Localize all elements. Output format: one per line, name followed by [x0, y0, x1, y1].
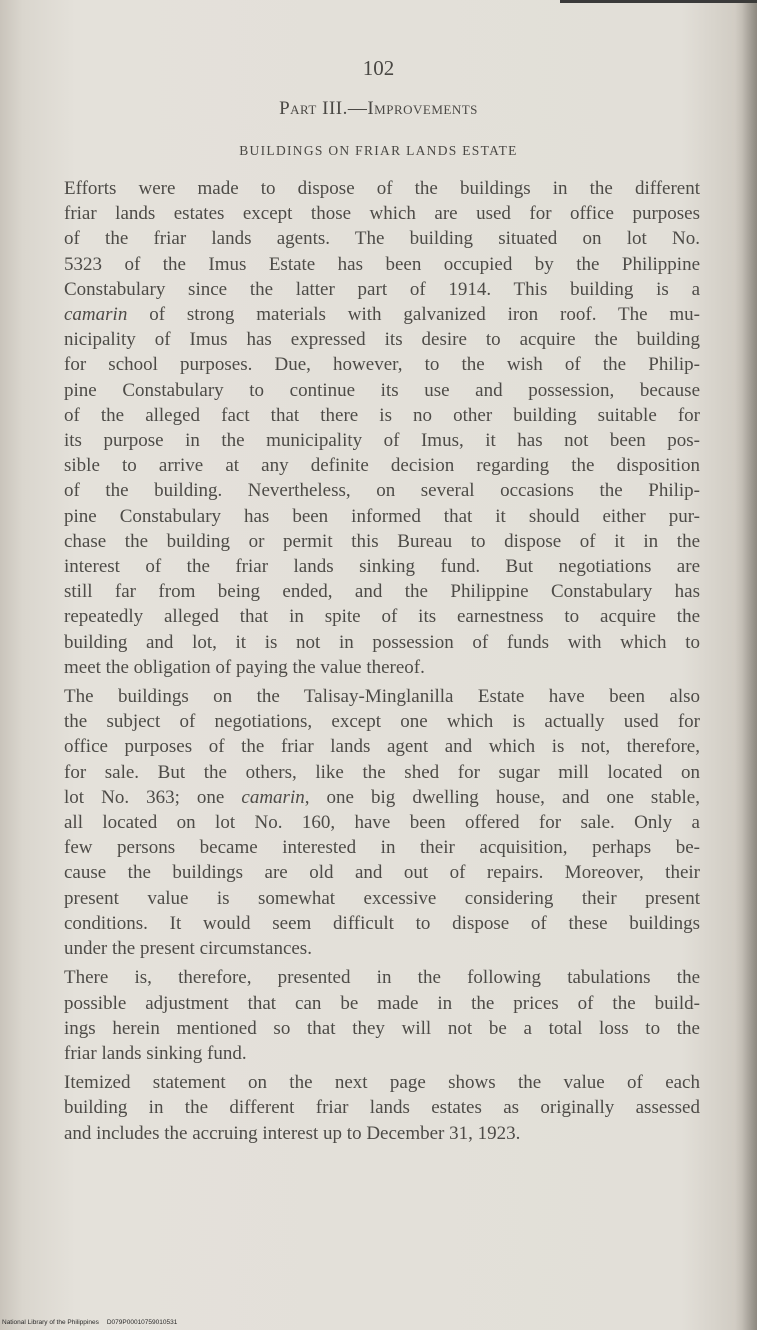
text-line: Constabulary since the latter part of 1914. This building is a — [64, 278, 700, 300]
text-line: nicipality of Imus has expressed its desire to acquire the building — [64, 329, 700, 351]
text-line: its purpose in the municipality of Imus, it has not been pos- — [64, 430, 700, 452]
top-rule — [560, 0, 757, 3]
text-line: under the present circumstances. — [64, 938, 312, 960]
text-line: interest of the friar lands sinking fund. But negotiations are — [64, 556, 700, 578]
text-line: Efforts were made to dispose of the buildings in the different — [64, 178, 700, 199]
section-heading: BUILDINGS ON FRIAR LANDS ESTATE — [239, 143, 518, 158]
text-line: pine Constabulary to continue its use and possession, because — [64, 379, 700, 401]
paragraph — [64, 965, 700, 1066]
text-line: repeatedly alleged that in spite of its earnestness to acquire the — [64, 606, 700, 628]
text-line: of the alleged fact that there is no other building suitable for — [64, 404, 700, 426]
text-line: for school purposes. Due, however, to the wish of the Philip- — [64, 354, 700, 376]
text-line: for sale. But the others, like the shed for sugar mill located on — [64, 761, 700, 783]
text-line: still far from being ended, and the Philippine Constabulary has — [64, 581, 700, 603]
body-text — [64, 176, 700, 1150]
footer-code: D079P00010759010531 — [106, 1319, 178, 1326]
text-line: present value is somewhat excessive considering their present — [64, 887, 700, 909]
text-line: cause the buildings are old and out of repairs. Moreover, their — [64, 862, 700, 884]
text-line: the subject of negotiations, except one which is actually used for — [64, 711, 700, 733]
text-line: ings herein mentioned so that they will not be a total loss to the — [64, 1017, 700, 1039]
text-line: building in the different friar lands estates as originally assessed — [64, 1097, 700, 1119]
footer-library: National Library of the Philippines — [2, 1319, 99, 1326]
text-line: friar lands sinking fund. — [64, 1042, 247, 1064]
text-line: There is, therefore, presented in the following tabulations the — [64, 967, 700, 989]
text-line: of the friar lands agents. The building situated on lot No. — [64, 228, 700, 250]
text-line: 5323 of the Imus Estate has been occupied by the Philippine — [64, 253, 700, 275]
text-line: camarin of strong materials with galvanized iron roof. The mu- — [64, 304, 700, 326]
text-line: and includes the accruing interest up to December 31, 1923. — [64, 1122, 521, 1144]
text-line: The buildings on the Talisay-Minglanilla Estate have been also — [64, 686, 700, 708]
page-number: 102 — [362, 56, 395, 80]
text-line: friar lands estates except those which are used for office purposes — [64, 203, 700, 225]
text-line: sible to arrive at any definite decision regarding the disposition — [64, 455, 700, 477]
text-line: possible adjustment that can be made in the prices of the build- — [64, 992, 700, 1014]
text-line: building and lot, it is not in possession of funds with which to — [64, 631, 700, 653]
text-line: conditions. It would seem difficult to dispose of these buildings — [64, 912, 700, 934]
text-line: Itemized statement on the next page shows the value of each — [64, 1072, 700, 1094]
part-heading: Part III.—Improvements — [279, 98, 478, 119]
text-line: chase the building or permit this Bureau to dispose of it in the — [64, 530, 700, 552]
scan-edge-shadow — [735, 0, 757, 1330]
text-line: pine Constabulary has been informed that it should either pur- — [64, 505, 700, 527]
text-line: meet the obligation of paying the value thereof. — [64, 656, 425, 678]
scan-footer — [2, 1319, 177, 1326]
paragraph — [64, 1070, 700, 1146]
text-line: lot No. 363; one camarin, one big dwelling house, and one stable, — [64, 786, 700, 808]
paragraph — [64, 176, 700, 680]
paragraph — [64, 684, 700, 961]
text-line: office purposes of the friar lands agent and which is not, therefore, — [64, 736, 700, 758]
text-line: few persons became interested in their acquisition, perhaps be- — [64, 837, 700, 859]
text-line: all located on lot No. 160, have been offered for sale. Only a — [64, 812, 700, 834]
text-line: of the building. Nevertheless, on several occasions the Philip- — [64, 480, 700, 502]
